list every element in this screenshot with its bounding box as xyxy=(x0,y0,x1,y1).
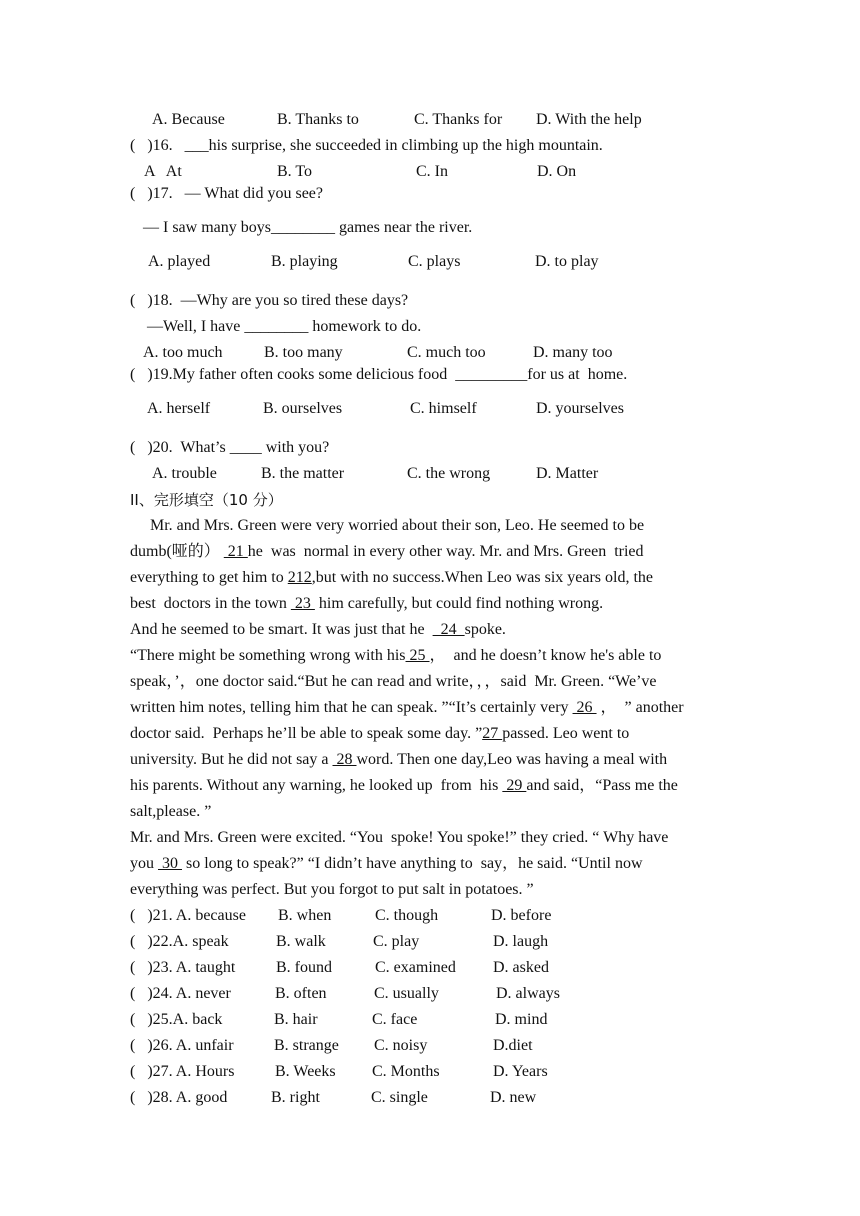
passage-line: salt,please. ” xyxy=(130,803,212,820)
option-d: D. always xyxy=(496,985,560,1002)
passage-text: ， ” another xyxy=(596,699,684,716)
passage-text: and said，“Pass me the xyxy=(526,777,678,794)
passage-line xyxy=(130,620,506,640)
q18-option-c: C. much too xyxy=(407,344,486,361)
option-d: D. Years xyxy=(493,1063,548,1080)
passage-line: everything was perfect. But you forgot to put salt in potatoes. ” xyxy=(130,881,534,898)
option-c: C. though xyxy=(375,907,439,924)
q19-option-a: A. herself xyxy=(147,400,211,417)
option-b: B. often xyxy=(275,985,327,1002)
blank-29: 29 xyxy=(502,777,527,794)
q17-option-a: A. played xyxy=(148,253,211,270)
passage-text: university. But he did not say a xyxy=(130,751,333,768)
q18-option-a: A. too much xyxy=(143,344,223,361)
question-number-and-option-a: ( )27. A. Hours xyxy=(130,1063,235,1080)
passage-text: him carefully, but could find nothing wrong. xyxy=(314,595,604,612)
q16-option-a: A At xyxy=(144,163,182,180)
passage-line xyxy=(130,594,603,614)
option-c: C. play xyxy=(373,933,420,950)
option-c: C. noisy xyxy=(374,1037,428,1054)
q16-option-b: B. To xyxy=(277,163,313,180)
option-c: C. face xyxy=(372,1011,418,1028)
passage-line xyxy=(130,646,661,666)
q17-option-b: B. playing xyxy=(271,253,338,270)
q16-stem: ( )16. ___his surprise, she succeeded in climbing up the high mountain. xyxy=(130,137,603,154)
q20-stem: ( )20. What’s ____ with you? xyxy=(130,439,330,456)
q15-option-c: C. Thanks for xyxy=(414,111,503,128)
passage-line: Mr. and Mrs. Green were excited. “You spoke! You spoke!” they cried. “ Why have xyxy=(130,829,669,846)
blank-30: 30 xyxy=(158,855,182,872)
question-number-and-option-a: ( )28. A. good xyxy=(130,1089,228,1106)
question-number-and-option-a: ( )25.A. back xyxy=(130,1011,223,1028)
question-number-and-option-a: ( )22.A. speak xyxy=(130,933,229,950)
q18-option-b: B. too many xyxy=(264,344,343,361)
q15-option-a: A. Because xyxy=(152,111,225,128)
question-number-and-option-a: ( )26. A. unfair xyxy=(130,1037,234,1054)
passage-text: spoke. xyxy=(464,621,506,638)
q16-option-c: C. In xyxy=(416,163,448,180)
passage-line xyxy=(130,854,643,874)
q17-stem: ( )17. — What did you see? xyxy=(130,185,323,202)
passage-text: “There might be something wrong with his xyxy=(130,647,406,664)
passage-text: best doctors in the town xyxy=(130,595,291,612)
question-number-and-option-a: ( )23. A. taught xyxy=(130,959,236,976)
passage-line: speak，’，one doctor said.“But he can read and write，，，said Mr. Green. “We’ve xyxy=(130,673,657,690)
passage-line xyxy=(130,698,684,718)
question-number-and-option-a: ( )24. A. never xyxy=(130,985,231,1002)
q17-answer-line: — I saw many boys________ games near the river. xyxy=(143,219,473,236)
q19-option-d: D. yourselves xyxy=(536,400,624,417)
option-b: B. found xyxy=(276,959,332,976)
q19-stem: ( )19.My father often cooks some delicious food _________for us at home. xyxy=(130,366,628,383)
passage-text: And he seemed to be smart. It was just that he xyxy=(130,621,433,638)
q20-option-a: A. trouble xyxy=(152,465,217,482)
passage-line xyxy=(130,776,678,796)
option-d: D.diet xyxy=(493,1037,533,1054)
q20-option-c: C. the wrong xyxy=(407,465,491,482)
passage-text: his parents. Without any warning, he looked up from his xyxy=(130,777,503,794)
q17-option-d: D. to play xyxy=(535,253,599,270)
option-c: C. Months xyxy=(372,1063,440,1080)
q15-option-d: D. With the help xyxy=(536,111,642,128)
option-d: D. laugh xyxy=(493,933,549,950)
option-d: D. mind xyxy=(495,1011,548,1028)
passage-text: ,but with no success.When Leo was six years old, the xyxy=(311,569,654,586)
q18-answer-line: —Well, I have ________ homework to do. xyxy=(147,318,422,335)
blank-25: 25 xyxy=(405,647,430,664)
q17-option-c: C. plays xyxy=(408,253,461,270)
option-d: D. before xyxy=(491,907,552,924)
passage-line xyxy=(130,568,653,588)
blank-27: 27 xyxy=(482,725,503,742)
passage-text: word. Then one day,Leo was having a meal with xyxy=(356,751,668,768)
passage-text: dumb(哑的） xyxy=(130,543,220,560)
section-heading: II、完形填空（10 分） xyxy=(130,491,283,509)
passage-line xyxy=(130,750,667,770)
passage-text: he was normal in every other way. Mr. and Mrs. Green tried xyxy=(247,543,644,560)
blank-21: 21 xyxy=(223,543,248,560)
q19-option-c: C. himself xyxy=(410,400,477,417)
q15-option-b: B. Thanks to xyxy=(277,111,359,128)
passage-text: passed. Leo went to xyxy=(502,725,630,742)
option-c: C. examined xyxy=(375,959,456,976)
q18-option-d: D. many too xyxy=(533,344,613,361)
blank-28: 28 xyxy=(332,751,357,768)
option-d: D. asked xyxy=(493,959,549,976)
passage-line xyxy=(130,542,644,562)
passage-text: ， and he doesn’t know he's able to xyxy=(429,647,662,664)
option-b: B. when xyxy=(278,907,332,924)
passage-text: everything to get him to xyxy=(130,569,288,586)
option-b: B. right xyxy=(271,1089,320,1106)
blank-22: 212 xyxy=(287,569,312,586)
passage-text: you xyxy=(130,855,158,872)
option-b: B. hair xyxy=(274,1011,318,1028)
q20-option-d: D. Matter xyxy=(536,465,599,482)
passage-text: so long to speak?” “I didn’t have anything to say，he said. “Until now xyxy=(182,855,643,872)
blank-26: 26 xyxy=(572,699,597,716)
question-number-and-option-a: ( )21. A. because xyxy=(130,907,246,924)
q18-stem: ( )18. —Why are you so tired these days? xyxy=(130,292,409,309)
option-b: B. strange xyxy=(274,1037,339,1054)
option-d: D. new xyxy=(490,1089,537,1106)
passage-line: Mr. and Mrs. Green were very worried about their son, Leo. He seemed to be xyxy=(130,517,645,534)
q20-option-b: B. the matter xyxy=(261,465,345,482)
option-c: C. single xyxy=(371,1089,428,1106)
option-b: B. Weeks xyxy=(275,1063,336,1080)
q19-option-b: B. ourselves xyxy=(263,400,343,417)
passage-line xyxy=(130,724,629,744)
option-b: B. walk xyxy=(276,933,326,950)
passage-text: doctor said. Perhaps he’ll be able to speak some day. ” xyxy=(130,725,483,742)
q16-option-d: D. On xyxy=(537,163,577,180)
option-c: C. usually xyxy=(374,985,439,1002)
blank-23: 23 xyxy=(290,595,315,612)
blank-24: 24 xyxy=(432,621,465,638)
passage-text: written him notes, telling him that he can speak. ”“It’s certainly very xyxy=(130,699,573,716)
